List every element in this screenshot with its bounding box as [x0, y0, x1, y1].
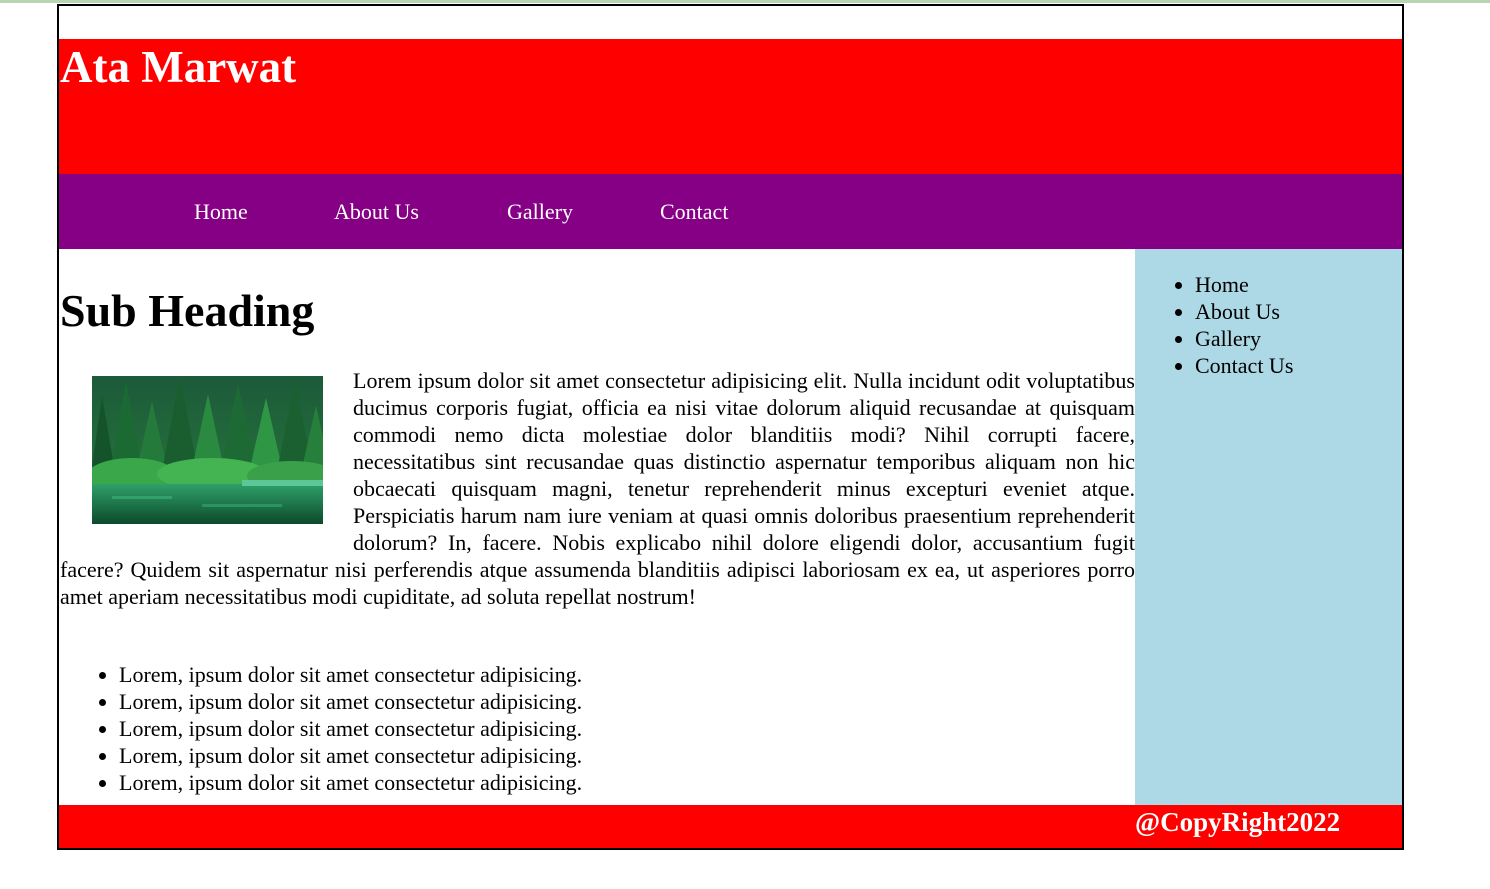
nav-item-home[interactable]: Home — [194, 199, 248, 224]
sidebar-item-home[interactable]: • Home — [1195, 271, 1293, 298]
list-item: • Lorem, ipsum dolor sit amet consectetur adipisicing. — [119, 661, 582, 688]
site-title: Ata Marwat — [60, 42, 297, 92]
nav-item-gallery[interactable]: Gallery — [507, 199, 573, 224]
sidebar-item-about-us[interactable]: • About Us — [1195, 298, 1293, 325]
article-paragraph: Lorem ipsum dolor sit amet consectetur adipisicing elit. Nulla incidunt odit voluptatibus ducimus corporis fugiat, officia ea nisi vitae dolorum aliquid recusandae at quisquam commodi nemo dicta molestiae dolor blanditiis modi? Nihil corrupti facere, necessitatibus sint recusandae quas distinctio aspernatur temporibus aliquam non hic obcaecati quisquam magni, tenetur reprehenderit minus excepturi eveniet atque. Perspiciatis harum nam iure veniam at quasi omnis doloribus praesentium reprehenderit dolorum? In, facere. Nobis explicabo nihil dolore eligendi dolor, accusantium fugit facere? Quidem sit aspernatur nisi perferendis atque assumenda blanditiis adipisci laboriosam ex ea, ut asperiores porro amet aperiam necessitatibus modi cupiditate, ad soluta repellat nostrum! — [60, 368, 1135, 609]
sidebar — [1135, 249, 1404, 805]
nav-item-about-us[interactable]: About Us — [334, 199, 419, 224]
sidebar-item-gallery[interactable]: • Gallery — [1195, 325, 1293, 352]
site-footer — [59, 805, 1404, 850]
page-container — [57, 4, 1404, 850]
list-item: • Lorem, ipsum dolor sit amet consectetur adipisicing. — [119, 742, 582, 769]
sub-heading: Sub Heading — [60, 285, 315, 336]
sidebar-nav — [1135, 271, 1293, 379]
nav-item-contact[interactable]: Contact — [660, 199, 729, 224]
main-content — [59, 249, 1135, 805]
list-item: • Lorem, ipsum dolor sit amet consectetur adipisicing. — [119, 769, 582, 796]
copyright-text: @CopyRight2022 — [1135, 807, 1341, 837]
site-header — [59, 39, 1404, 174]
bullet-list — [60, 661, 582, 796]
sidebar-item-contact-us[interactable]: • Contact Us — [1195, 352, 1293, 379]
article-body — [60, 367, 1135, 610]
browser-top-border — [0, 0, 1490, 3]
list-item: • Lorem, ipsum dolor sit amet consectetur adipisicing. — [119, 715, 582, 742]
forest-lake-image — [92, 376, 323, 524]
main-nav — [59, 174, 1404, 249]
list-item: • Lorem, ipsum dolor sit amet consectetur adipisicing. — [119, 688, 582, 715]
